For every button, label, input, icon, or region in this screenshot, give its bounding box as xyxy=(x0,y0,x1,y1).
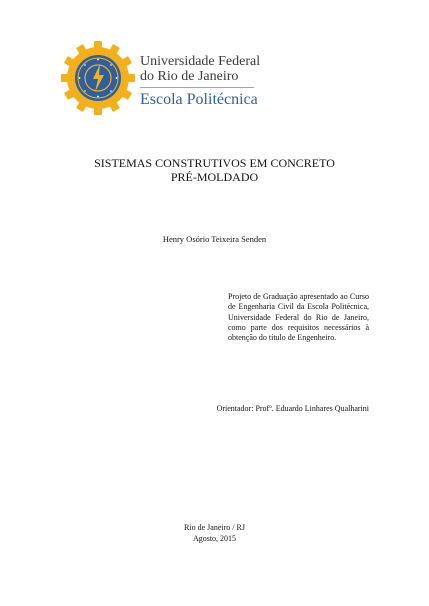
document-title xyxy=(0,156,429,184)
title-line1: SISTEMAS CONSTRUTIVOS EM CONCRETO xyxy=(94,156,335,170)
logo-divider xyxy=(140,87,254,88)
title-line2: PRÉ-MOLDADO xyxy=(170,170,259,184)
university-name-line2: do Rio de Janeiro xyxy=(140,69,239,84)
date: Agosto, 2015 xyxy=(192,534,237,543)
place: Rio de Janeiro / RJ xyxy=(184,523,245,532)
author-name: Henry Osório Teixeira Senden xyxy=(162,234,267,244)
institution-name xyxy=(140,54,260,108)
project-description: Projeto de Graduação apresentado ao Curso de Engenharia Civil da Escola Politécnica, Universidade Federal do Rio de Janeiro, como parte dos requisitos necessários à obtenção do título de Engenheiro. xyxy=(228,292,369,343)
school-name: Escola Politécnica xyxy=(140,91,258,108)
advisor-line: Orientador: Profº. Eduardo Linhares Qualharini xyxy=(216,404,369,413)
place-and-date xyxy=(0,522,429,544)
university-name-line1: Universidade Federal xyxy=(140,54,261,69)
ufrj-seal-icon xyxy=(60,40,136,116)
institution-logo xyxy=(60,38,270,116)
